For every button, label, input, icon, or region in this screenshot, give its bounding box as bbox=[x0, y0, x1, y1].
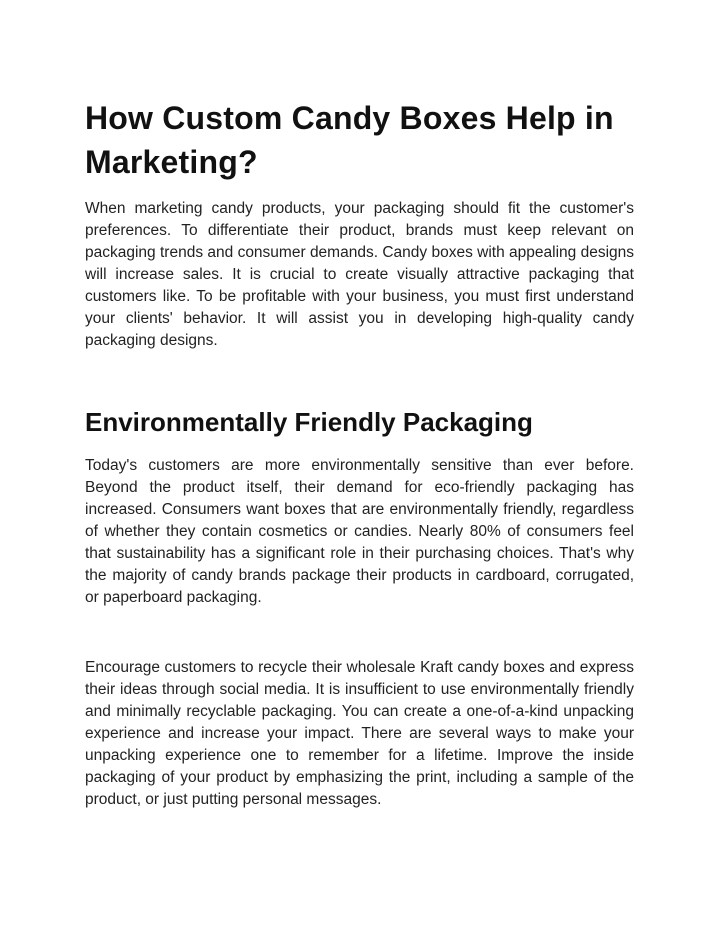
page-title: How Custom Candy Boxes Help in Marketing? bbox=[85, 100, 614, 180]
section-paragraph-2: Encourage customers to recycle their wholesale Kraft candy boxes and express their ideas through social media. It is insufficient to use environmentally friendly and minimally recyclable packaging. You can create a one-of-a-kind unpacking experience and increase your impact. There are several ways to make your unpacking experience one to remember for a lifetime. Improve the inside packaging of your product by emphasizing the print, including a sample of the product, or just putting personal messages. bbox=[85, 659, 634, 808]
section-paragraph-1: Today's customers are more environmentally sensitive than ever before. Beyond the product itself, their demand for eco-friendly packaging has increased. Consumers want boxes that are environmentally friendly, regardless of whether they contain cosmetics or candies. Nearly 80% of consumers feel that sustainability has a significant role in their purchasing choices. That's why the majority of candy brands package their products in cardboard, corrugated, or paperboard packaging. bbox=[85, 457, 634, 606]
document-page bbox=[85, 96, 634, 811]
spacer bbox=[85, 439, 634, 455]
intro-paragraph: When marketing candy products, your packaging should fit the customer's preferences. To differentiate their product, brands must keep relevant on packaging trends and consumer demands. Candy boxes with appealing designs will increase sales. It is crucial to create visually attractive packaging that customers like. To be profitable with your business, you must first understand your clients' behavior. It will assist you in developing high-quality candy packaging designs. bbox=[85, 200, 634, 349]
section-heading: Environmentally Friendly Packaging bbox=[85, 407, 533, 437]
spacer bbox=[85, 352, 634, 405]
spacer bbox=[85, 609, 634, 657]
